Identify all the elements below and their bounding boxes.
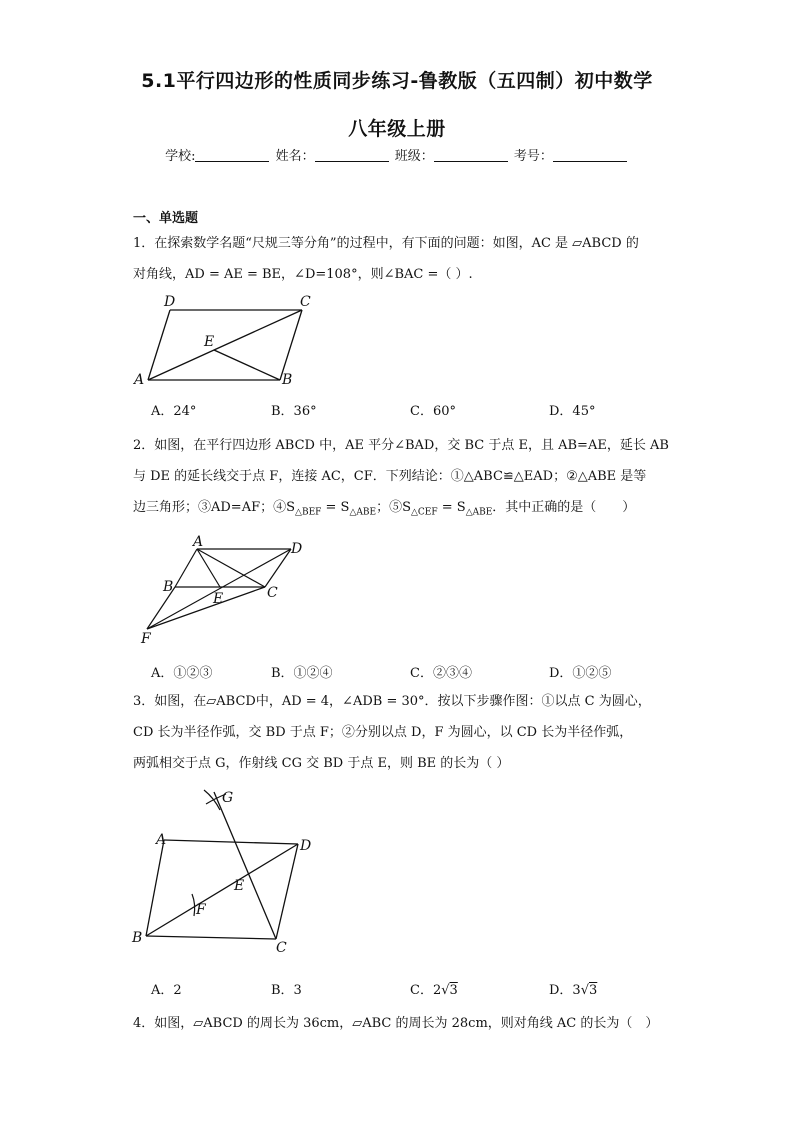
q4-line1: 4．如图，▱ABCD 的周长为 36cm，▱ABC 的周长为 28cm，则对角线 AC 的长为（ ） — [133, 1016, 659, 1031]
q2-label-f: F — [141, 631, 151, 647]
q1-label-c: C — [300, 294, 311, 310]
q3-option-c[interactable] — [410, 979, 458, 998]
q3-label-d: D — [300, 838, 312, 854]
q2-label-e: E — [213, 591, 224, 607]
q2-line2: 与 DE 的延长线交于点 F，连接 AC，CF．下列结论：①△ABC≌△EAD；②△ABE 是等 — [133, 469, 647, 484]
q2-line3-end: ．其中正确的是（ ） — [492, 500, 636, 515]
q3-label-c: C — [276, 940, 287, 956]
q2-option-a[interactable]: A．①②③ — [151, 666, 213, 681]
q2-mid1: = S — [321, 500, 350, 515]
q3-label-a: A — [156, 832, 167, 848]
info-line — [0, 145, 794, 164]
q2-label-a: A — [193, 534, 204, 550]
q3-option-d[interactable] — [549, 979, 597, 998]
q2-sub2: △ABE — [349, 507, 377, 518]
q3-line3: 两弧相交于点 G，作射线 CG 交 BD 于点 E，则 BE 的长为（ ） — [133, 756, 510, 771]
q3-line2: CD 长为半径作弧，交 BD 于点 F；②分别以点 D，F 为圆心，以 CD 长为半径作弧， — [133, 725, 633, 740]
school-blank[interactable] — [195, 148, 269, 162]
q3-option-c-radicand: 3 — [449, 983, 458, 998]
doc-title-line1: 5.1平行四边形的性质同步练习-鲁教版（五四制）初中数学 — [141, 70, 653, 92]
q3-label-b: B — [132, 930, 143, 946]
q2-option-d[interactable]: D．①②⑤ — [549, 666, 612, 681]
q1-line1: 1．在探索数学名题“尺规三等分角”的过程中，有下面的问题：如图，AC 是 ▱ABCD 的 — [133, 236, 639, 251]
q3-option-d-text: D．3 — [549, 983, 581, 998]
q1-option-d[interactable]: D．45° — [549, 404, 596, 419]
q2-line1: 2．如图，在平行四边形 ABCD 中，AE 平分∠BAD，交 BC 于点 E，且 AB=AE，延长 AB — [133, 438, 669, 453]
q1-line2: 对角线，AD = AE = BE，∠D=108°，则∠BAC =（ ）. — [133, 267, 473, 282]
q3-option-c-text: C．2 — [410, 983, 442, 998]
q2-label-d: D — [291, 541, 303, 557]
q3-line1: 3．如图，在▱ABCD中，AD = 4，∠ADB = 30°．按以下步骤作图：①以点 C 为圆心， — [133, 694, 651, 709]
q3-figure — [130, 784, 330, 959]
question-2 — [133, 430, 673, 529]
q3-option-d-radicand: 3 — [589, 983, 598, 998]
q2-label-c: C — [267, 585, 278, 601]
q3-option-b[interactable]: B．3 — [271, 983, 302, 998]
q1-option-a[interactable]: A．24° — [151, 404, 197, 419]
q1-label-b: B — [282, 372, 293, 388]
section-heading: 一、单选题 — [133, 211, 199, 226]
q1-label-d: D — [164, 294, 176, 310]
q2-line3 — [133, 492, 673, 529]
q2-mid2: ；⑤S — [376, 500, 411, 515]
q2-sub3: △CEF — [410, 507, 438, 518]
q1-option-c[interactable]: C．60° — [410, 404, 456, 419]
q1-label-a: A — [134, 372, 145, 388]
doc-title-line2: 八年级上册 — [348, 118, 446, 140]
q1-label-e: E — [204, 334, 215, 350]
q3-label-f: F — [196, 902, 206, 918]
q2-figure — [135, 533, 315, 648]
q1-option-b[interactable]: B．36° — [271, 404, 317, 419]
q2-mid3: = S — [437, 500, 466, 515]
class-label: 班级： — [394, 149, 434, 164]
q2-line3-start: 边三角形；③AD=AF；④S — [133, 500, 296, 515]
q2-sub4: △ABE — [465, 507, 493, 518]
question-3 — [133, 686, 673, 779]
q2-option-b[interactable]: B．①②④ — [271, 666, 333, 681]
q3-option-a[interactable]: A．2 — [151, 983, 182, 998]
q3-label-g: G — [222, 790, 234, 806]
sqrt-sign: √ — [441, 983, 450, 998]
question-1 — [133, 228, 673, 290]
exam-no-blank[interactable] — [553, 148, 627, 162]
exam-no-label: 考号： — [513, 149, 553, 164]
school-label: 学校: — [165, 149, 196, 164]
q2-option-c[interactable]: C．②③④ — [410, 666, 472, 681]
class-blank[interactable] — [434, 148, 508, 162]
name-label: 姓名： — [275, 149, 315, 164]
name-blank[interactable] — [315, 148, 389, 162]
q3-label-e: E — [234, 878, 245, 894]
sqrt-sign: √ — [580, 983, 589, 998]
question-4 — [133, 1008, 673, 1039]
q1-figure — [130, 292, 330, 392]
q2-label-b: B — [163, 579, 174, 595]
q2-sub1: △BEF — [295, 507, 322, 518]
